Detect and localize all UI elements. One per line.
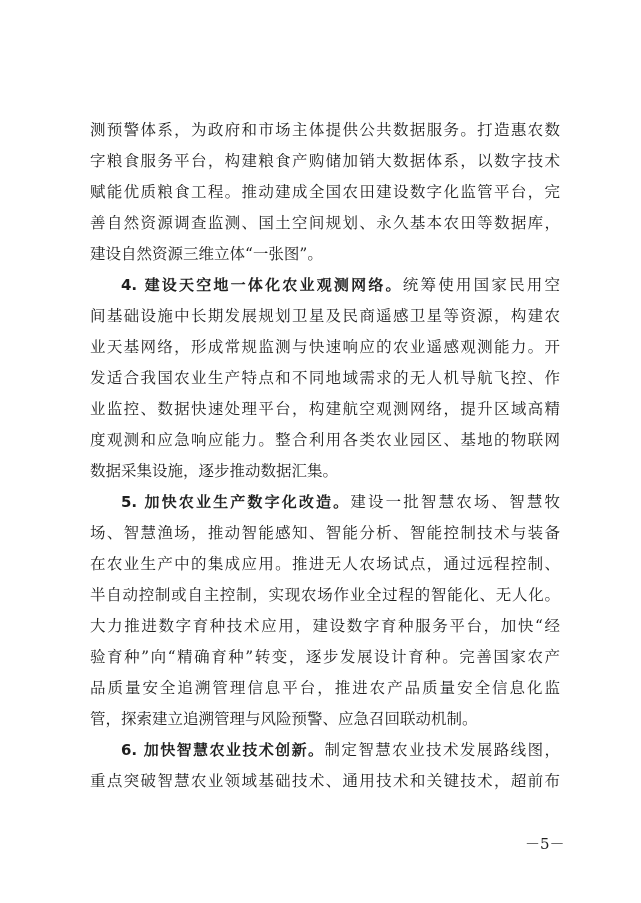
- text-line: 验育种”向“精确育种”转变，逐步发展设计育种。完善国家农产: [90, 648, 560, 666]
- page-number: －5－: [525, 835, 565, 853]
- text-line: 测预警体系，为政府和市场主体提供公共数据服务。打造惠农数: [90, 121, 560, 139]
- text-line: 建设自然资源三维立体“一张图”。: [90, 245, 323, 263]
- text-line: 在农业生产中的集成应用。推进无人农场试点，通过远程控制、: [90, 555, 560, 573]
- text-line: 半自动控制或自主控制，实现农场作业全过程的智能化、无人化。: [90, 586, 560, 604]
- text-line: 业天基网络，形成常规监测与快速响应的农业遥感观测能力。开: [90, 338, 560, 356]
- text-line: 品质量安全追溯管理信息平台，推进农产品质量安全信息化监: [90, 679, 560, 697]
- text-line: 字粮食服务平台，构建粮食产购储加销大数据体系，以数字技术: [90, 152, 560, 170]
- text-line: 大力推进数字育种技术应用，建设数字育种服务平台，加快“经: [90, 617, 560, 635]
- section-heading: 5. 加快农业生产数字化改造。: [121, 493, 351, 511]
- text-line: 管，探索建立追溯管理与风险预警、应急召回联动机制。: [90, 710, 478, 728]
- text-line: 善自然资源调查监测、国土空间规划、永久基本农田等数据库，: [90, 214, 560, 232]
- section-heading-line: [121, 735, 560, 765]
- text-line: 间基础设施中长期发展规划卫星及民商遥感卫星等资源，构建农: [90, 307, 560, 325]
- section-text: 制定智慧农业技术发展路线图，: [324, 741, 560, 759]
- text-line: 场、智慧渔场，推动智能感知、智能分析、智能控制技术与装备: [90, 524, 560, 542]
- text-line: 业监控、数据快速处理平台，构建航空观测网络，提升区域高精: [90, 400, 560, 418]
- section-heading-line: [121, 487, 560, 517]
- text-line: 赋能优质粮食工程。推动建成全国农田建设数字化监管平台，完: [90, 183, 560, 201]
- section-heading: 4. 建设天空地一体化农业观测网络。: [121, 276, 403, 294]
- text-line: 重点突破智慧农业领域基础技术、通用技术和关键技术，超前布: [90, 772, 560, 790]
- section-text: 建设一批智慧农场、智慧牧: [350, 493, 560, 511]
- text-line: 数据采集设施，逐步推动数据汇集。: [90, 462, 339, 480]
- text-line: 度观测和应急响应能力。整合利用各类农业园区、基地的物联网: [90, 431, 560, 449]
- section-heading: 6. 加快智慧农业技术创新。: [121, 741, 325, 759]
- section-text: 统筹使用国家民用空: [402, 276, 560, 294]
- section-heading-line: [121, 270, 560, 300]
- text-line: 发适合我国农业生产特点和不同地域需求的无人机导航飞控、作: [90, 369, 560, 387]
